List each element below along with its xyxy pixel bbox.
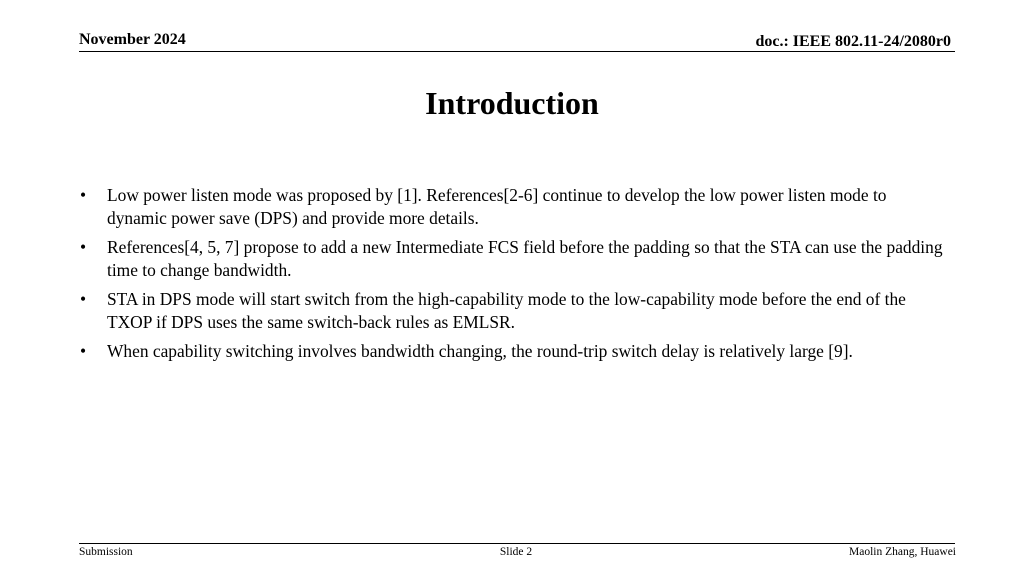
bullet-text: When capability switching involves bandwidth changing, the round-trip switch delay is relatively large [9]. <box>107 341 853 361</box>
bullet-marker: • <box>80 341 87 361</box>
footer-author: Maolin Zhang, Huawei <box>849 546 956 558</box>
bullet-list <box>80 184 950 369</box>
header-divider <box>79 51 955 52</box>
document-id: doc.: IEEE 802.11-24/2080r0 <box>755 33 951 50</box>
bullet-text: STA in DPS mode will start switch from the high-capability mode to the low-capability mode before the end of the TXOP if DPS uses the same switch-back rules as EMLSR. <box>107 289 906 332</box>
header-date: November 2024 <box>79 31 186 48</box>
bullet-marker: • <box>80 237 87 257</box>
footer-divider <box>79 543 955 544</box>
footer-submission: Submission <box>79 546 133 558</box>
bullet-marker: • <box>80 185 87 205</box>
list-item <box>80 340 950 363</box>
bullet-marker: • <box>80 289 87 309</box>
bullet-text: Low power listen mode was proposed by [1]. References[2-6] continue to develop the low power listen mode to dynamic power save (DPS) and provide more details. <box>107 185 887 228</box>
list-item <box>80 236 950 282</box>
slide-title: Introduction <box>425 85 599 121</box>
list-item <box>80 288 950 334</box>
list-item <box>80 184 950 230</box>
footer-slide-number: Slide 2 <box>499 546 533 558</box>
bullet-text: References[4, 5, 7] propose to add a new Intermediate FCS field before the padding so that the STA can use the padding time to change bandwidth. <box>107 237 943 280</box>
